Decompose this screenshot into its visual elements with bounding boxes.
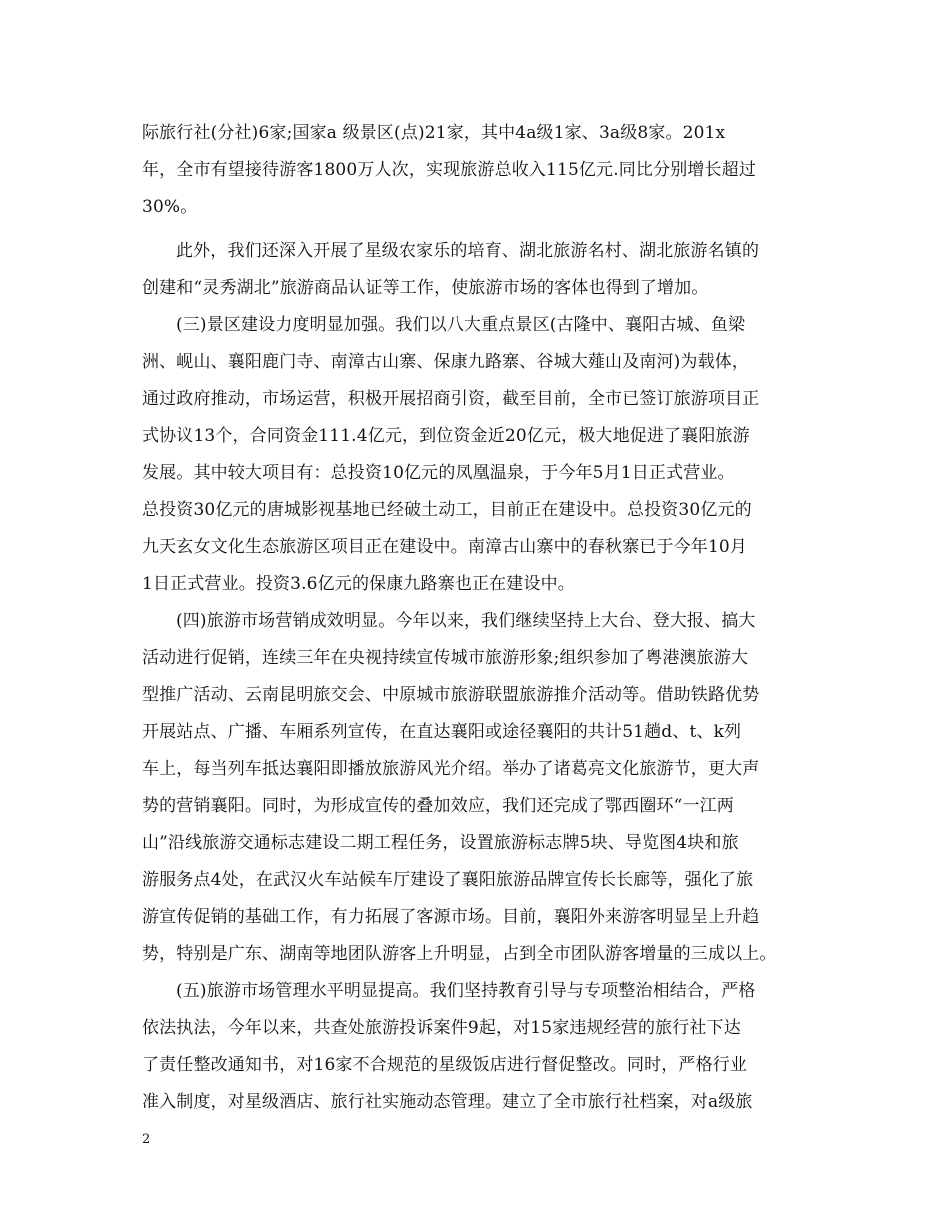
text-line-12: 九天玄女文化生态旅游区项目正在建设中。南漳古山寨中的春秋寨已于今年10月 — [142, 537, 748, 557]
text-line-23: 势，特别是广东、湖南等地团队游客上升明显，占到全市团队游客增量的三成以上。 — [142, 944, 777, 964]
text-line-8: 通过政府推动，市场运营，积极开展招商引资，截至目前，全市已签订旅游项目正 — [142, 389, 760, 409]
text-line-13: 1日正式营业。投资3.6亿元的保康九路寨也正在建设中。 — [142, 574, 575, 594]
paragraph-gap — [142, 226, 810, 233]
text-line-1: 际旅行社(分社)6家;国家a 级景区(点)21家，其中4a级1家、3a级8家。201x — [142, 123, 726, 143]
text-line-4: 此外，我们还深入开展了星级农家乐的培育、湖北旅游名村、湖北旅游名镇的 — [176, 241, 760, 261]
text-line-7: 洲、岘山、襄阳鹿门寺、南漳古山寨、保康九路寨、谷城大薤山及南河)为载体， — [142, 352, 750, 372]
text-line-27: 准入制度，对星级酒店、旅行社实施动态管理。建立了全市旅行社档案，对a级旅 — [142, 1092, 753, 1112]
text-line-3: 30%。 — [142, 197, 198, 217]
text-line-6: (三)景区建设力度明显加强。我们以八大重点景区(古隆中、襄阳古城、鱼梁 — [176, 315, 746, 335]
text-line-20: 山”沿线旅游交通标志建设二期工程任务，设置旅游标志牌5块、导览图4块和旅 — [142, 833, 739, 853]
text-line-11: 总投资30亿元的唐城影视基地已经破土动工，目前正在建设中。总投资30亿元的 — [142, 500, 752, 520]
text-line-15: 活动进行促销，连续三年在央视持续宣传城市旅游形象;组织参加了粤港澳旅游大 — [142, 648, 749, 668]
text-line-25: 依法执法，今年以来，共查处旅游投诉案件9起，对15家违规经营的旅行社下达 — [142, 1018, 741, 1038]
text-line-2: 年，全市有望接待游客1800万人次，实现旅游总收入115亿元.同比分别增长超过 — [142, 160, 756, 180]
text-line-26: 了责任整改通知书，对16家不合规范的星级饭店进行督促整改。同时，严格行业 — [142, 1055, 748, 1075]
text-line-9: 式协议13个，合同资金111.4亿元，到位资金近20亿元，极大地促进了襄阳旅游 — [142, 426, 750, 446]
document-body — [142, 115, 810, 1121]
text-line-21: 游服务点4处，在武汉火车站候车厅建设了襄阳旅游品牌宣传长长廊等，强化了旅 — [142, 870, 754, 890]
text-line-17: 开展站点、广播、车厢系列宣传，在直达襄阳或途径襄阳的共计51趟d、t、k列 — [142, 722, 742, 742]
text-line-14: (四)旅游市场营销成效明显。今年以来，我们继续坚持上大台、登大报、搞大 — [176, 611, 756, 631]
text-line-16: 型推广活动、云南昆明旅交会、中原城市旅游联盟旅游推介活动等。借助铁路优势 — [142, 685, 760, 705]
text-line-5: 创建和“灵秀湖北”旅游商品认证等工作，使旅游市场的客体也得到了增加。 — [142, 278, 709, 298]
text-line-24: (五)旅游市场管理水平明显提高。我们坚持教育引导与专项整治相结合，严格 — [176, 981, 756, 1001]
text-line-10: 发展。其中较大项目有：总投资10亿元的凤凰温泉，于今年5月1日正式营业。 — [142, 463, 735, 483]
page-number: 2 — [142, 1132, 151, 1147]
text-line-18: 车上，每当列车抵达襄阳即播放旅游风光介绍。举办了诸葛亮文化旅游节，更大声 — [142, 759, 760, 779]
text-line-19: 势的营销襄阳。同时，为形成宣传的叠加效应，我们还完成了鄂西圈环“一江两 — [142, 796, 734, 816]
text-line-22: 游宣传促销的基础工作，有力拓展了客源市场。目前，襄阳外来游客明显呈上升趋 — [142, 907, 760, 927]
